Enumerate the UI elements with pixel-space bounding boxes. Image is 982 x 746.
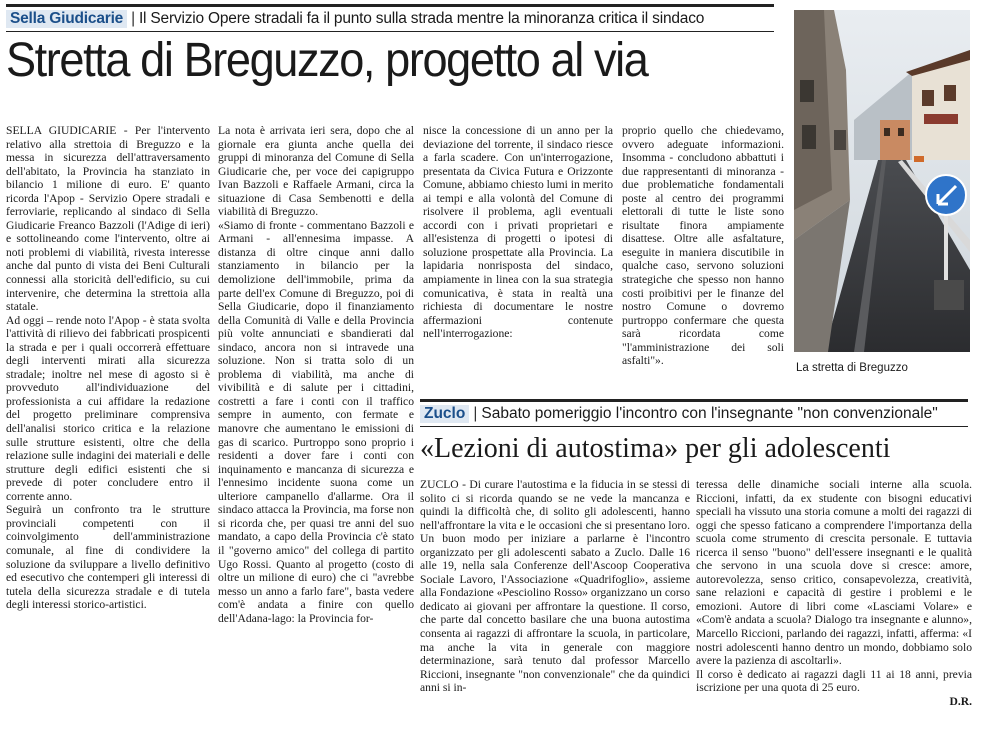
article1-kicker-text: Il Servizio Opere stradali fa il punto sulla strada mentre la minoranza critica il sindaco <box>138 10 705 27</box>
article2-kicker <box>420 399 968 427</box>
article1-column-1 <box>6 124 210 742</box>
photo-caption: La stretta di Breguzzo <box>796 362 908 374</box>
article1-column-3 <box>423 124 613 384</box>
article1-col1-paragraph: SELLA GIUDICARIE - Per l'intervento relativo alla strettoia di Breguzzo e la messa in sicurezza dell'attraversamento dell'abitato, la Provincia ha stanziato in bilancio 1 milione di euro. E' quanto ricorda l'Apop - Servizio Opere stradali e ferroviarie, replicando al sindaco di Sella Giudicarie Freanco Bazzoli (l'Adige di ieri) e sottolineando come l'intervento, oltre ai noti problemi di viabilità, rivesta interesse anche dal punto di vista dei Beni Culturali connessi alla storicità dell'edificio, su cui intervenire, che determina la strettoia alla statale. <box>6 124 210 314</box>
article1-kicker-tag: Sella Giudicarie <box>6 10 127 28</box>
article1-col1-paragraph: Seguirà un confronto tra le strutture provinciali competenti con il coinvolgimento dell'amministrazione comunale, al fine di condividere la soluzione da sviluppare a livello definitivo ed esecutivo che contemperi gli interessi di tutela della sicurezza stradale e di tutela degli interessi storico-artistici. <box>6 503 210 612</box>
article2-signature: D.R. <box>949 694 972 708</box>
article1-col2-paragraph: La nota è arrivata ieri sera, dopo che al giornale era giunta anche quella dei gruppi di minoranza del Comune di Sella Giudicarie che, per voce dei capigruppo Ivan Bazzoli e Raffaele Armani, circa la situazione di Casa Sembenotti e della viabilità di Breguzzo. <box>218 124 414 219</box>
article1-col4-paragraph: proprio quello che chiedevamo, ovvero adeguate informazioni. Insomma - concludono abbattuti i due rappresentanti di minoranza - due problematiche fondamentali poste al centro dei programmi elettorali di tutte le liste sono risultate finora ampiamente disattese. Oltre alle asfaltature, eseguite in maniera discutibile in qualche caso, servono soluzioni strategiche che spesso non hanno costi proibitivi per le finanze del nostro Comune o dovremo purtroppo confermare che questa sarà ricordata come "l'amministrazione dei soli asfalti"». <box>622 124 784 368</box>
article1-column-2 <box>218 124 414 742</box>
article2-kicker-separator: | <box>473 405 478 422</box>
article2-headline: «Lezioni di autostima» per gli adolescenti <box>420 433 891 464</box>
article1-kicker-separator: | <box>131 10 135 27</box>
article2-column-2 <box>696 478 972 742</box>
article2-column-1 <box>420 478 690 742</box>
article2-kicker-tag: Zuclo <box>420 405 469 423</box>
article2-col1-paragraph: ZUCLO - Di curare l'autostima e la fiducia in se stessi di solito ci si ricorda quando se ne vede la mancanza e quindi la difficoltà che, di solito gli adolescenti, hanno nell'affrontare la vita e le occasioni che si presentano loro. Un buon modo per iniziare a parlarne è l'incontro organizzato per gli adolescenti sabato a Zuclo. Dalle 16 alle 19, nella sala Conferenze dell'Ascoop Cooperativa Sociale Lavoro, l'Associazione «Quadrifoglio», assieme alla Fondazione «Pesciolino Rosso» organizzano un corso dedicato ai giovani per affrontare la questione. Il corso, che parte dal concetto basilare che una buona autostima consenta ai ragazzi di affrontare la scuola, in particolare, ma anche la vita in generale con maggiore determinazione, sarà tenuto dal professor Marcello Riccioni, insegnante "non convenzionale" che da quindici anni si in- <box>420 478 690 695</box>
article2-kicker-text: Sabato pomeriggio l'incontro con l'insegnante "non convenzionale" <box>481 405 938 422</box>
article1-headline: Stretta di Breguzzo, progetto al via <box>6 34 648 87</box>
article1-col1-paragraph: Ad oggi – rende noto l'Apop - è stata svolta l'attività di rilievo dei fabbricati prospicenti la strada e per i quali occorrerà effettuare degli interventi mirati alla sicurezza stradale; inoltre nel mese di agosto si è provveduto all'individuazione del professionista a cui affidare la redazione del progetto preliminare comprensiva dell'analisi storico critica e la relazione sulle strutture esistenti, oltre che della relazione sulle indagini dei materiali e delle strutture degli edifici esistenti che si prevede di poter concludere entro il corrente anno. <box>6 313 210 503</box>
article2-col2-paragraph: teressa delle dinamiche sociali interne alla scuola. Riccioni, infatti, da ex studente con bisogni educativi speciali ha vissuto una storia comune a molti dei ragazzi di oggi che spesso faticano a comprendere l'importanza della scuola come strumento di crescita personale. E tuttavia ricerca il senso "buono" dell'essere insegnanti e le qualità che servono in una scuola dove si cresce: amore, autorevolezza, senso critico, consapevolezza, creatività, sane relazioni e capacità di gestire i problemi e le emozioni. Autore di libri come «Lasciami Volare» e «Com'è andata a scuola? Dialogo tra insegnante e alunno», Marcello Riccioni, parlando dei ragazzi, infatti, afferma: «I nostri adolescenti hanno dentro un mondo, dobbiamo solo avere la pazienza di ascoltarli». <box>696 478 972 668</box>
article1-col2-paragraph: «Siamo di fronte - commentano Bazzoli e Armani - all'ennesima impasse. A distanza di oltre cinque anni dallo stanziamento in bilancio per la demolizione dell'immobile, prima da parte dell'ex Comune di Breguzzo, poi di Sella Giudicarie, dopo il finanziamento della Comunità di Valle e della Provincia più volte annunciati e sbandierati dal sindaco, ancora non si intravede una soluzione. Non si tratta solo di un problema di viabilità, ma anche di vivibilità e di salute per i cittadini, costretti a fare i conti con il traffico sempre in aumento, con fermate e manovre che aumentano le emissioni di gas di scarico. Purtroppo sono proprio i residenti a dover fare i conti con inquinamento e mancanza di sicurezza e l'ennesimo incidente suona come un ulteriore campanello d'allarme. Ora il sindaco attacca la Provincia, ma forse non si ricorda che, per quasi tre anni del suo mandato, a capo della Provincia c'è stato il "governo amico" del collega di partito Ugo Rossi. Quanto al progetto (costo di oltre un milione di euro) che ci "avrebbe messo un anno a farlo fare", basta vedere com'è andata a finire con quello dell'Adana-lago: la Provincia for- <box>218 218 414 625</box>
article1-photo <box>794 10 970 352</box>
article1-column-4 <box>622 124 784 384</box>
article1-kicker <box>6 4 774 32</box>
street-photo-image <box>794 10 970 352</box>
article2-col2-paragraph: Il corso è dedicato ai ragazzi dagli 11 ai 18 anni, previa iscrizione per una quota di 25 euro. <box>696 667 972 695</box>
article1-col3-paragraph: nisce la concessione di un anno per la deviazione del torrente, il sindaco riesce a farla scadere. Con un'interrogazione, presentata da Civica Futura e Orizzonte Comune, abbiamo chiesto lumi in merito ai tempi e alla volontà del Comune di risolvere il problema, agli eventuali accordi con i privati proprietari e all'esistenza di progetti o ipotesi di soluzione prospettate alla Provincia. La lapidaria nonrisposta del sindaco, ampiamente in linea con la sua strategia comunicativa, è stata in realtà una richiesta di documentare le nostre affermazioni contenute nell'interrogazione: <box>423 124 613 341</box>
